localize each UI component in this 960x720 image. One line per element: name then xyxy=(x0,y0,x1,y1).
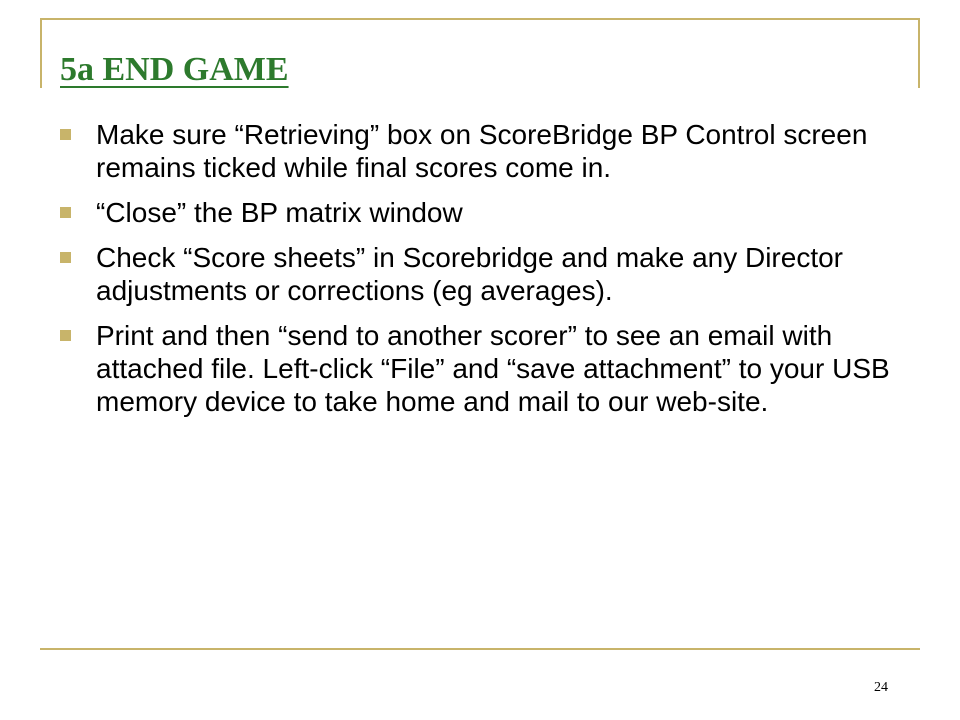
bullet-list xyxy=(60,118,920,430)
square-bullet-icon xyxy=(60,207,71,218)
frame-line-bottom xyxy=(40,648,920,650)
page-number: 24 xyxy=(874,680,888,695)
slide-title: 5a END GAME xyxy=(60,51,289,88)
frame-line-right xyxy=(918,18,920,88)
square-bullet-icon xyxy=(60,330,71,341)
bullet-item xyxy=(60,241,920,307)
square-bullet-icon xyxy=(60,129,71,140)
frame-line-top xyxy=(40,18,920,20)
bullet-item xyxy=(60,319,920,418)
bullet-text: “Close” the BP matrix window xyxy=(96,197,463,228)
square-bullet-icon xyxy=(60,252,71,263)
bullet-item xyxy=(60,196,920,229)
bullet-text: Make sure “Retrieving” box on ScoreBridge BP Control screen remains ticked while final scores come in. xyxy=(96,119,868,183)
frame-line-left xyxy=(40,18,42,88)
bullet-text: Print and then “send to another scorer” to see an email with attached file. Left-click “File” and “save attachment” to your USB memory device to take home and mail to our web-site. xyxy=(96,320,890,417)
bullet-text: Check “Score sheets” in Scorebridge and make any Director adjustments or corrections (eg averages). xyxy=(96,242,844,306)
bullet-item xyxy=(60,118,920,184)
